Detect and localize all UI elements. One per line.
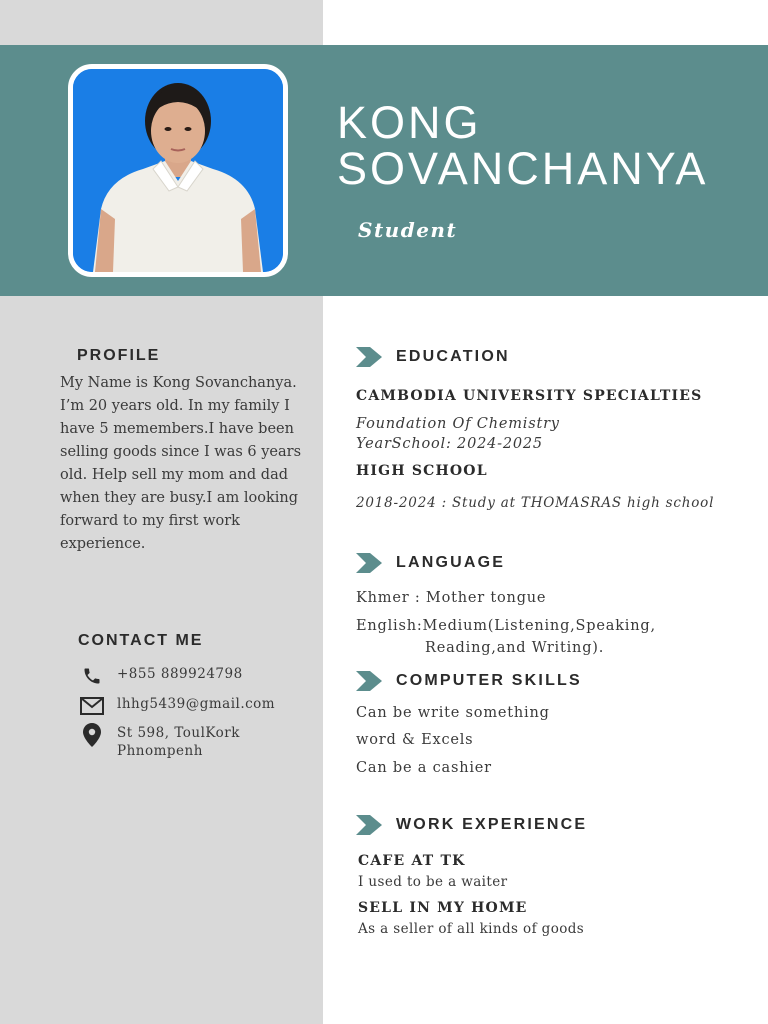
chevron-arrow-icon	[356, 553, 382, 573]
computer-skills-section-header	[356, 671, 582, 691]
education-school-1-program: Foundation Of Chemistry	[356, 416, 560, 432]
job-1-description: I used to be a waiter	[358, 874, 508, 890]
job-2-title: SELL IN MY HOME	[358, 900, 528, 916]
address	[117, 724, 240, 760]
candidate-name	[337, 97, 757, 194]
address-line-1: St 598, ToulKork	[117, 725, 240, 741]
education-school-2: HIGH SCHOOL	[356, 463, 488, 479]
job-1-title: CAFE AT TK	[358, 853, 466, 869]
education-school-1-years: YearSchool: 2024-2025	[356, 436, 543, 452]
language-section-header	[356, 553, 505, 573]
computer-skill-2: word & Excels	[356, 732, 474, 748]
contact-heading: CONTACT ME	[78, 632, 204, 649]
work-experience-section-header	[356, 815, 587, 835]
language-line-3: Reading,and Writing).	[425, 640, 605, 656]
address-line-2: Phnompenh	[117, 743, 203, 759]
phone-number: +855 889924798	[117, 666, 243, 682]
chevron-arrow-icon	[356, 815, 382, 835]
education-school-1: CAMBODIA UNIVERSITY SPECIALTIES	[356, 388, 703, 404]
education-school-2-details: 2018-2024 : Study at THOMASRAS high school	[356, 495, 715, 511]
contact-email	[80, 695, 275, 717]
job-2-description: As a seller of all kinds of goods	[358, 921, 585, 937]
profile-photo	[68, 64, 288, 277]
chevron-arrow-icon	[356, 671, 382, 691]
name-line-2: SOVANCHANYA	[337, 143, 709, 194]
language-heading: LANGUAGE	[396, 554, 506, 571]
computer-skill-3: Can be a cashier	[356, 760, 492, 776]
language-line-2: English:Medium(Listening,Speaking,	[356, 618, 656, 634]
computer-skills-heading: COMPUTER SKILLS	[396, 672, 582, 689]
location-pin-icon	[80, 724, 104, 746]
chevron-arrow-icon	[356, 347, 382, 367]
phone-icon	[80, 665, 104, 687]
profile-heading: PROFILE	[77, 347, 161, 364]
education-section-header	[356, 347, 510, 367]
computer-skill-1: Can be write something	[356, 705, 550, 721]
contact-address	[80, 724, 240, 760]
language-line-1: Khmer : Mother tongue	[356, 590, 547, 606]
work-experience-heading: WORK EXPERIENCE	[396, 816, 588, 833]
name-line-1: KONG	[337, 97, 482, 148]
contact-phone	[80, 665, 243, 687]
candidate-role: Student	[358, 218, 458, 242]
education-heading: EDUCATION	[396, 348, 510, 365]
mail-icon	[80, 695, 104, 717]
email-address: lhhg5439@gmail.com	[117, 696, 276, 712]
profile-text: My Name is Kong Sovanchanya. I’m 20 years old. In my family I have 5 memembers.I have been selling goods since I was 6 years old. Help sell my mom and dad when they are busy.I am looking forward to my first work experience.	[60, 375, 302, 552]
